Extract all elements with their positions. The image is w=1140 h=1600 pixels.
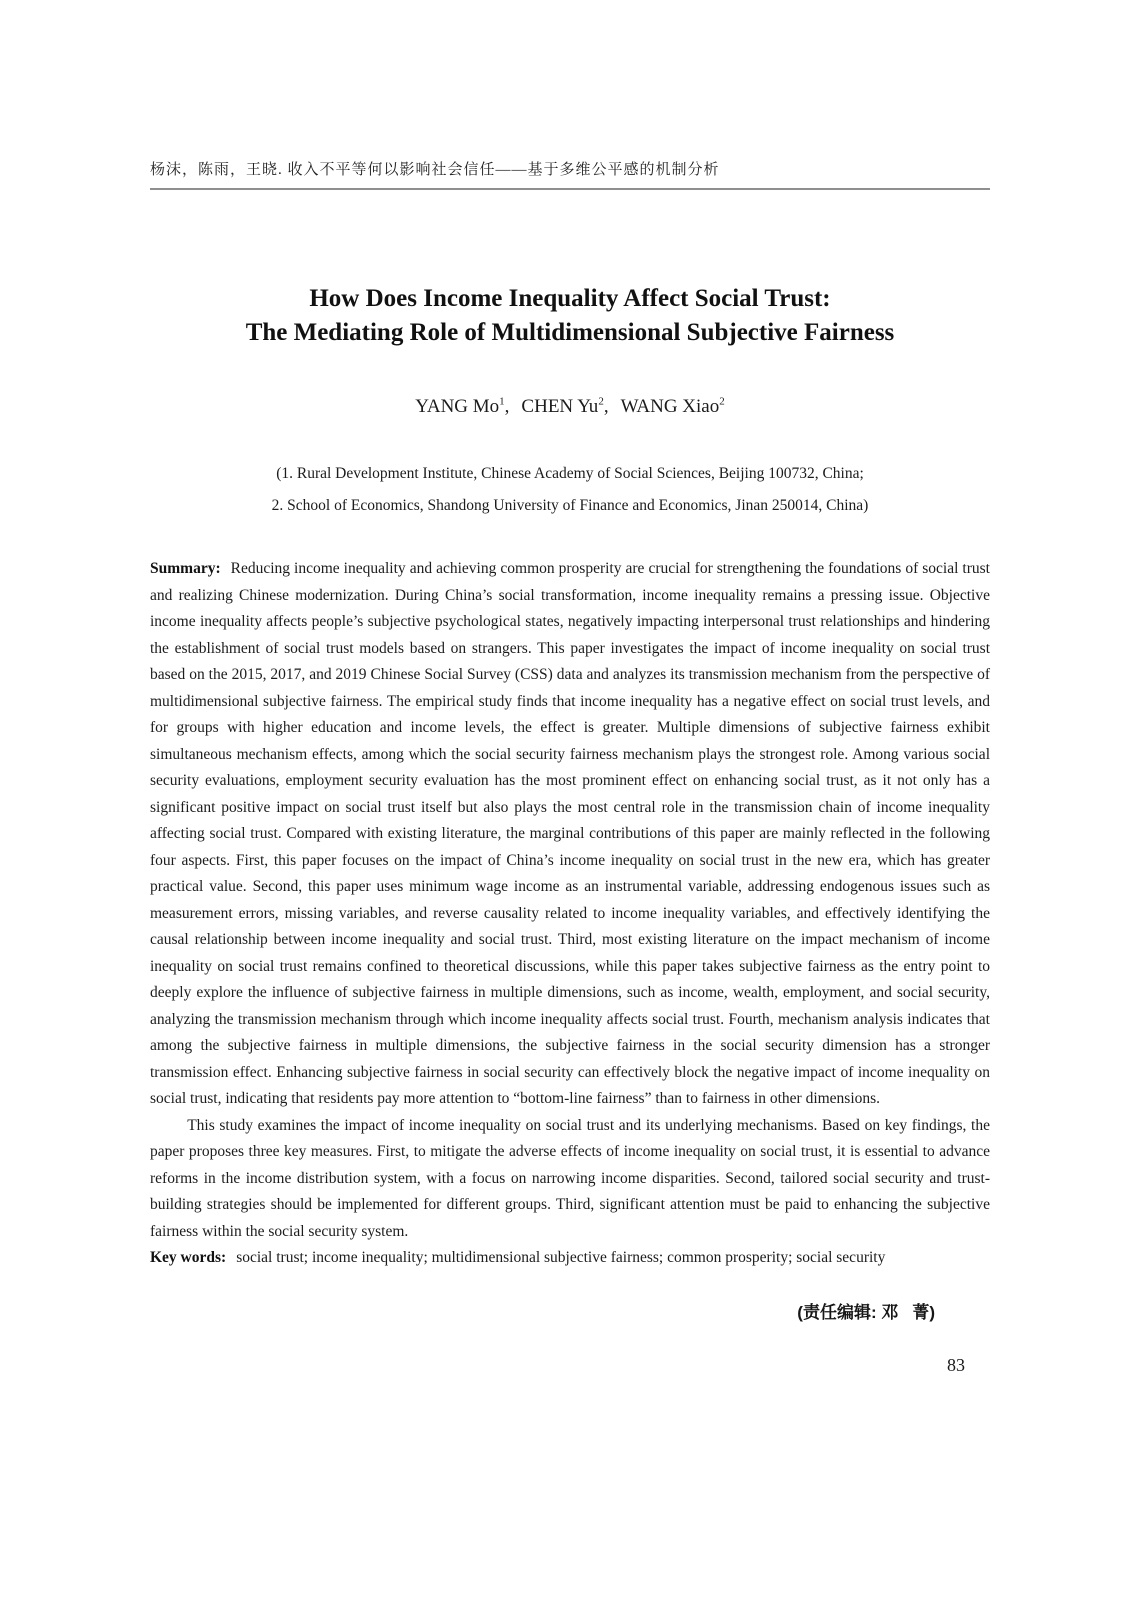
author-affiliation-sup: 2 bbox=[719, 395, 725, 408]
summary-label: Summary: bbox=[150, 560, 221, 577]
keywords-text: social trust; income inequality; multidimensional subjective fairness; common prosperity; social security bbox=[236, 1249, 886, 1266]
author-separator: , bbox=[504, 396, 510, 417]
page-number: 83 bbox=[947, 1354, 965, 1375]
author-name: YANG Mo bbox=[415, 396, 500, 417]
author-name: CHEN Yu bbox=[521, 396, 599, 417]
keywords-paragraph bbox=[150, 1245, 990, 1272]
affiliation-line1: (1. Rural Development Institute, Chinese Academy of Social Sciences, Beijing 100732, China; bbox=[276, 465, 864, 482]
authors-line bbox=[150, 396, 990, 418]
article-title-line1: How Does Income Inequality Affect Social Trust: bbox=[309, 285, 831, 312]
article-title bbox=[150, 282, 990, 350]
keywords-label: Key words: bbox=[150, 1249, 227, 1266]
editor-note-prefix: (责任编辑: 邓 bbox=[797, 1302, 899, 1322]
article-title-line2: The Mediating Role of Multidimensional Subjective Fairness bbox=[245, 319, 895, 346]
affiliation-line2: 2. School of Economics, Shandong University of Finance and Economics, Jinan 250014, China) bbox=[271, 497, 869, 514]
summary-text: Reducing income inequality and achieving common prosperity are crucial for strengthening the foundations of social trust and realizing Chinese modernization. During China’s social transformation, income inequality remains a pressing issue. Objective income inequality affects people’s subjective psychological states, negatively impacting interpersonal trust relationships and hindering the establishment of social trust models based on strangers. This paper investigates the impact of income inequality on social trust based on the 2015, 2017, and 2019 Chinese Social Survey (CSS) data and analyzes its transmission mechanism from the perspective of multidimensional subjective fairness. The empirical study finds that income inequality has a negative effect on social trust levels, and for groups with higher education and income levels, the effect is greater. Multiple dimensions of subjective fairness exhibit simultaneous mechanism effects, among which the social security fairness mechanism plays the strongest role. Among various social security evaluations, employment security evaluation has the most prominent effect on enhancing social trust, as it not only has a significant positive impact on social trust itself but also plays the most central role in the transmission chain of income inequality affecting social trust. Compared with existing literature, the marginal contributions of this paper are mainly reflected in the following four aspects. First, this paper focuses on the impact of China’s income inequality on social trust in the new era, which has greater practical value. Second, this paper uses minimum wage income as an instrumental variable, addressing endogenous issues such as measurement errors, missing variables, and reverse causality related to income inequality variables, and effectively identifying the causal relationship between income inequality and social trust. Third, most existing literature on the impact mechanism of income inequality on social trust remains confined to theoretical discussions, while this paper takes subjective fairness as the entry point to deeply explore the influence of subjective fairness in multiple dimensions, such as income, wealth, employment, and social security, analyzing the transmission mechanism through which income inequality affects social trust. Fourth, mechanism analysis indicates that among the subjective fairness in multiple dimensions, the subjective fairness in the social security dimension has a stronger transmission effect. Enhancing subjective fairness in social security can effectively block the negative impact of income inequality on social trust, indicating that residents pay more attention to “bottom-line fairness” than to fairness in other dimensions. bbox=[150, 560, 990, 1107]
summary-paragraph bbox=[150, 556, 990, 1113]
affiliations bbox=[150, 458, 990, 522]
author-separator: , bbox=[603, 396, 609, 417]
editor-note-suffix: 菁) bbox=[912, 1302, 935, 1322]
abstract-section bbox=[150, 556, 990, 1272]
author-name: WANG Xiao bbox=[620, 396, 720, 417]
running-head: 杨沫，陈雨，王晓. 收入不平等何以影响社会信任——基于多维公平感的机制分析 bbox=[150, 160, 990, 190]
author-affiliation-sup: 2 bbox=[598, 395, 604, 408]
editor-note bbox=[150, 1298, 990, 1323]
summary-paragraph-2: This study examines the impact of income inequality on social trust and its underlying mechanisms. Based on key findings, the paper proposes three key measures. First, to mitigate the adverse effects of income inequality on social trust, it is essential to advance reforms in the income distribution system, with a focus on narrowing income disparities. Second, tailored social security and trust-building strategies should be implemented for different groups. Third, significant attention must be paid to enhancing the subjective fairness within the social security system. bbox=[150, 1116, 990, 1240]
author-affiliation-sup: 1 bbox=[499, 395, 505, 408]
